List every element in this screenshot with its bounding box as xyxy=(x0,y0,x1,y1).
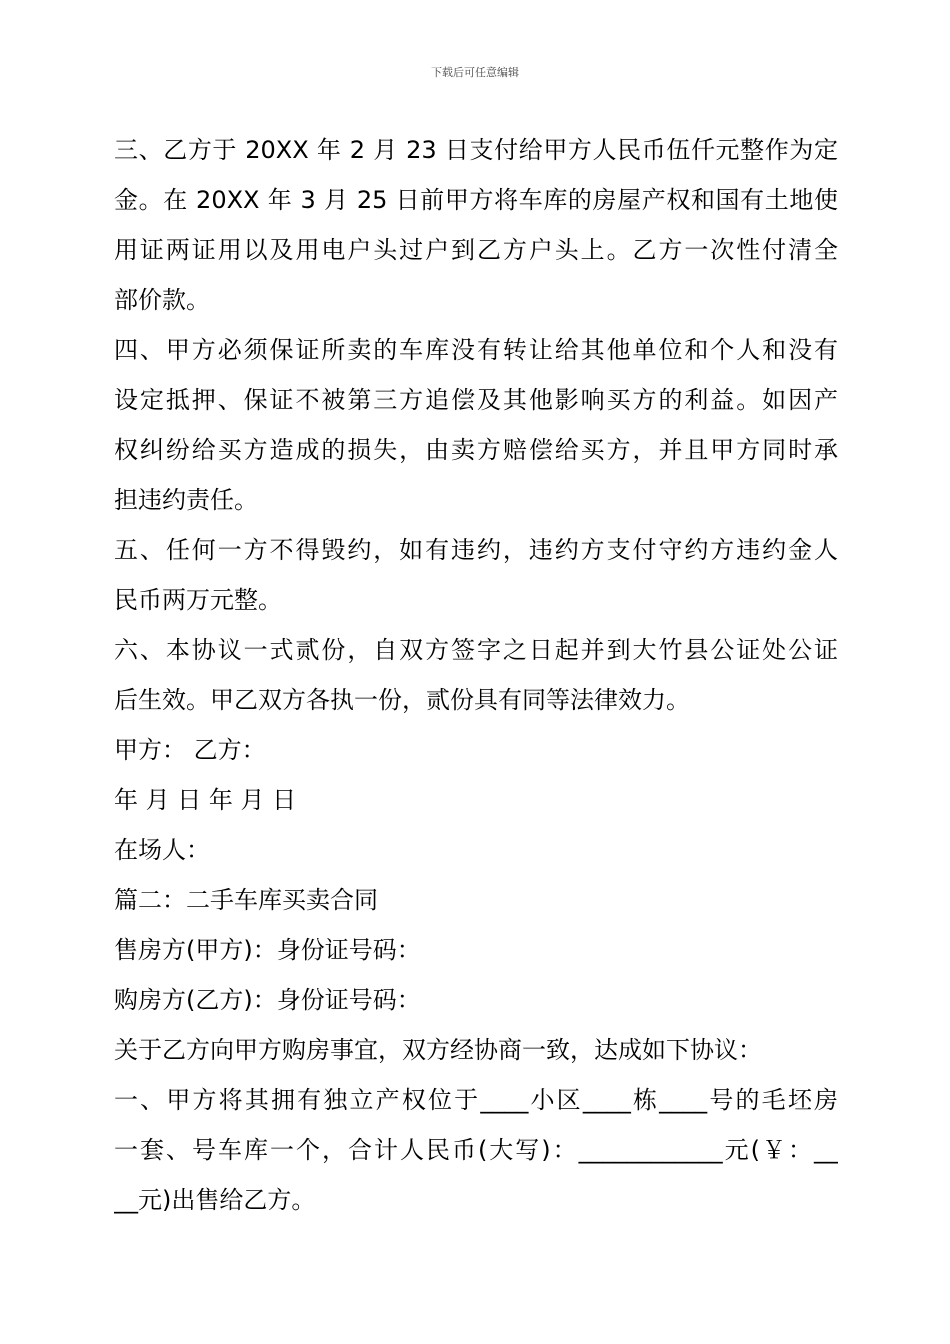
text-line: 五、任何一方不得毁约，如有违约，违约方支付守约方违约金人 xyxy=(114,536,838,564)
text-line: 四、甲方必须保证所卖的车库没有转让给其他单位和个人和没有 xyxy=(114,336,838,364)
text-line: 关于乙方向甲方购房事宜，双方经协商一致，达成如下协议： xyxy=(114,1036,762,1064)
text-line: __元)出售给乙方。 xyxy=(114,1186,316,1214)
page-header: 下载后可任意编辑 xyxy=(431,66,519,79)
text-line: 六、本协议一式贰份，自双方签字之日起并到大竹县公证处公证 xyxy=(114,636,838,664)
text-line: 民币两万元整。 xyxy=(114,586,282,614)
text-line: 用证两证用以及用电户头过户到乙方户头上。乙方一次性付清全 xyxy=(114,236,838,264)
text-line: 后生效。甲乙双方各执一份，贰份具有同等法律效力。 xyxy=(114,686,690,714)
text-line: 一套、号车库一个，合计人民币(大写)：____________元(￥：__ xyxy=(114,1136,838,1164)
section-title: 篇二：二手车库买卖合同 xyxy=(114,886,378,914)
buyer-line: 购房方(乙方)：身份证号码： xyxy=(114,986,421,1014)
text-line: 一、甲方将其拥有独立产权位于____小区____栋____号的毛坯房 xyxy=(114,1086,838,1114)
text-line: 权纠纷给买方造成的损失，由卖方赔偿给买方，并且甲方同时承 xyxy=(114,436,838,464)
seller-line: 售房方(甲方)：身份证号码： xyxy=(114,936,421,964)
text-line: 三、乙方于 20XX 年 2 月 23 日支付给甲方人民币伍仟元整作为定 xyxy=(114,136,838,164)
text-line: 设定抵押、保证不被第三方追偿及其他影响买方的利益。如因产 xyxy=(114,386,838,414)
signature-party-line: 甲方： 乙方： xyxy=(114,736,266,764)
witness-line: 在场人： xyxy=(114,836,210,864)
document-body xyxy=(114,125,838,1225)
text-line: 部价款。 xyxy=(114,286,210,314)
signature-date-line: 年 月 日 年 月 日 xyxy=(114,786,297,814)
text-line: 金。在 20XX 年 3 月 25 日前甲方将车库的房屋产权和国有土地使 xyxy=(114,186,838,214)
text-line: 担违约责任。 xyxy=(114,486,258,514)
